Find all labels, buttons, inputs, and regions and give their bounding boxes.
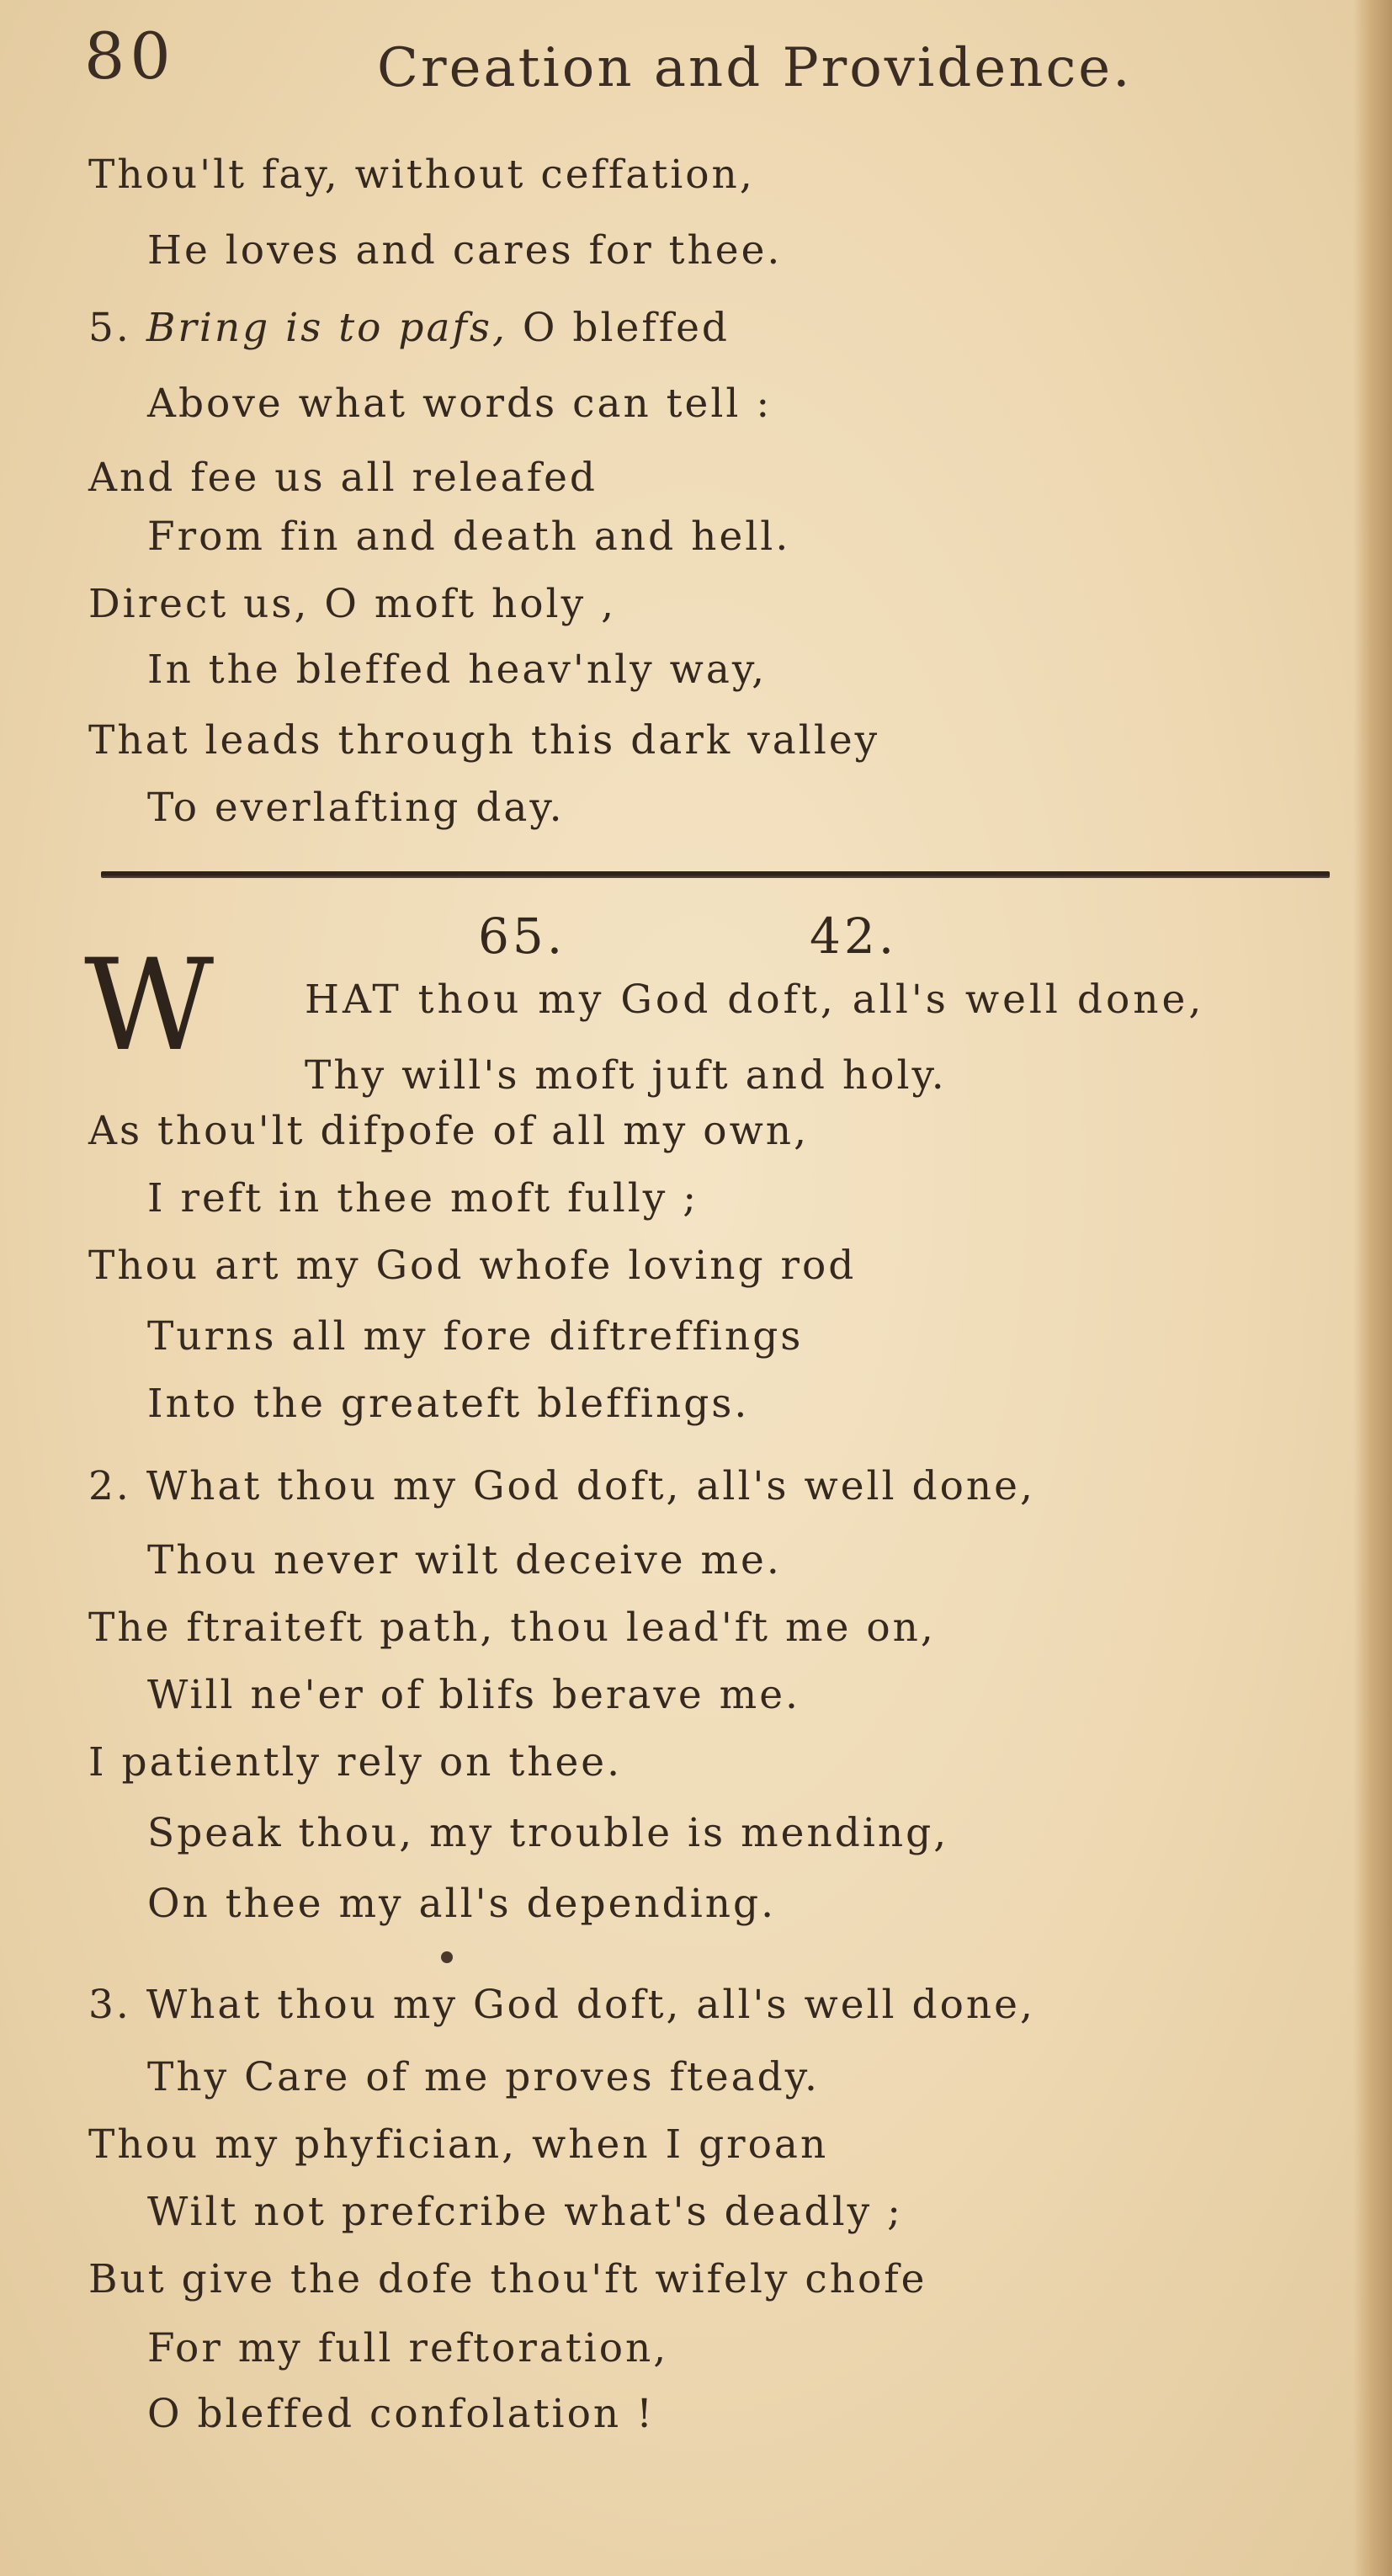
verse-line: Wilt not prefcribe what's deadly ; bbox=[147, 2189, 903, 2235]
verse-line: I reft in thee moft fully ; bbox=[147, 1175, 699, 1221]
verse-line: Thou'lt fay, without ceffation, bbox=[88, 152, 755, 198]
verse-line: Speak thou, my trouble is mending, bbox=[147, 1810, 949, 1856]
verse-line: Thou my phyfician, when I groan bbox=[88, 2121, 829, 2168]
verse-line: Into the greateft bleffings. bbox=[147, 1381, 750, 1427]
verse-line: But give the dofe thou'ft wifely chofe bbox=[88, 2256, 927, 2302]
verse-line: Turns all my fore diftreffings bbox=[147, 1313, 804, 1360]
verse-line: As thou'lt difpofe of all my own, bbox=[88, 1108, 810, 1154]
section-divider-rule bbox=[101, 871, 1330, 878]
verse-line: The ftraiteft path, thou lead'ft me on, bbox=[88, 1605, 936, 1651]
page-number: 80 bbox=[84, 19, 176, 93]
verse-line: He loves and cares for thee. bbox=[147, 227, 783, 274]
verse-number: 2. bbox=[88, 1463, 131, 1509]
drop-cap: W bbox=[84, 933, 215, 1079]
verse-line-rest: O bleffed bbox=[507, 305, 731, 351]
verse-first-line bbox=[88, 1982, 1035, 2028]
running-title: Creation and Providence. bbox=[377, 37, 1133, 99]
verse-line: In the bleffed heav'nly way, bbox=[147, 647, 768, 693]
verse-line: Thou art my God whofe loving rod bbox=[88, 1243, 857, 1289]
verse-first-line bbox=[88, 1463, 1035, 1509]
verse-line: On thee my all's depending. bbox=[147, 1881, 777, 1927]
verse-line-rest: What thou my God doft, all's well done, bbox=[146, 1982, 1035, 2028]
verse-line: Thou never wilt deceive me. bbox=[147, 1537, 782, 1583]
verse-line: And fee us all releafed bbox=[88, 455, 598, 501]
verse-line: That leads through this dark valley bbox=[88, 717, 880, 764]
verse-first-line: HAT thou my God doft, all's well done, bbox=[305, 977, 1205, 1023]
verse-line: To everlafting day. bbox=[147, 785, 565, 831]
verse-line: Thy Care of me proves fteady. bbox=[147, 2054, 820, 2100]
verse-line: Will ne'er of blifs berave me. bbox=[147, 1672, 800, 1718]
verse-line: O bleffed confolation ! bbox=[147, 2391, 655, 2437]
page-header bbox=[0, 19, 1392, 128]
hymn-number: 65. bbox=[478, 907, 566, 965]
verse-line: From fin and death and hell. bbox=[147, 514, 791, 560]
verse-line: Direct us, O moft holy , bbox=[88, 581, 617, 627]
verse-number: 5. bbox=[88, 305, 131, 351]
verse-first-line bbox=[88, 305, 730, 351]
verse-line-rest: What thou my God doft, all's well done, bbox=[146, 1463, 1035, 1509]
ink-speck bbox=[441, 1951, 453, 1963]
italic-phrase: Bring is to pafs, bbox=[146, 305, 507, 351]
page-edge-shadow bbox=[1353, 0, 1392, 2576]
verse-line: I patiently rely on thee. bbox=[88, 1739, 623, 1786]
verse-line: Above what words can tell : bbox=[147, 381, 773, 427]
tune-number: 42. bbox=[810, 907, 898, 965]
verse-number: 3. bbox=[88, 1982, 131, 2028]
verse-line: For my full reftoration, bbox=[147, 2325, 669, 2371]
verse-line: Thy will's moft juft and holy. bbox=[305, 1052, 947, 1099]
